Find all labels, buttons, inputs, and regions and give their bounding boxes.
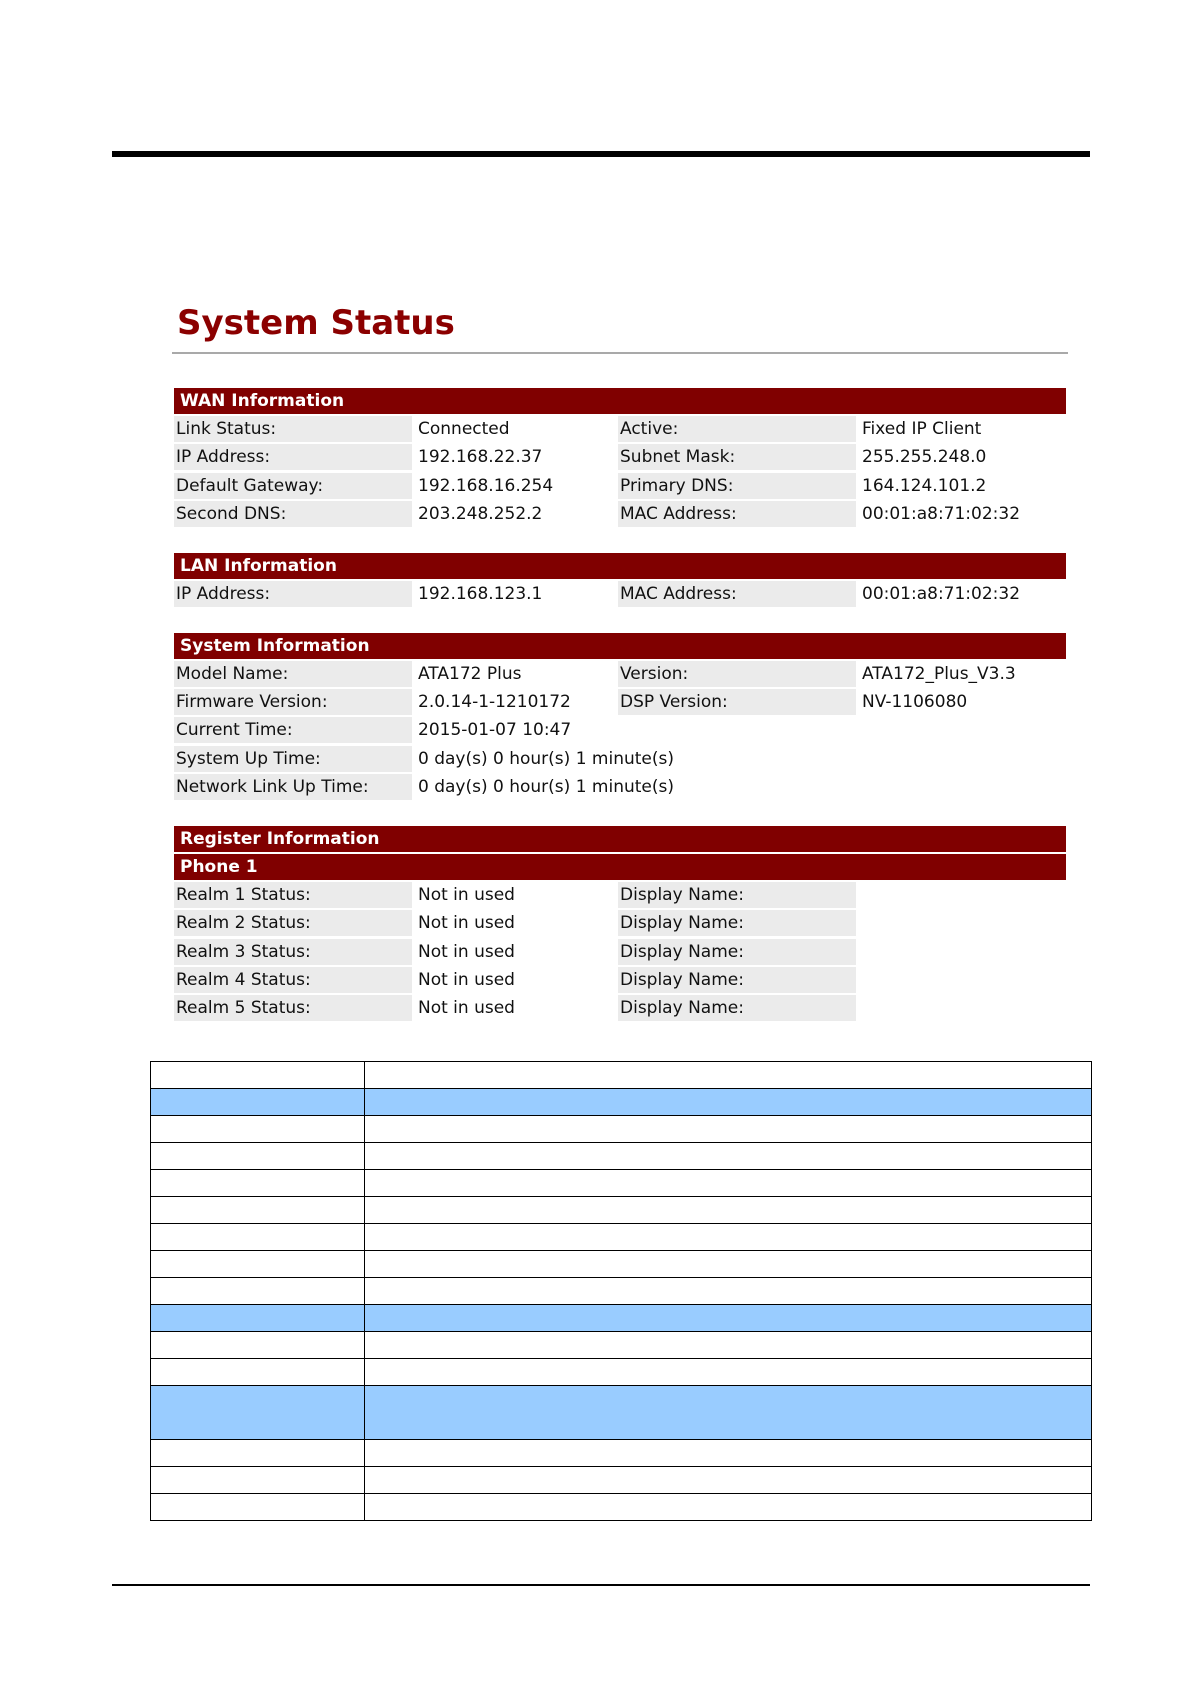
register-label: Realm 1 Status: <box>174 882 412 908</box>
register-row <box>174 967 1066 993</box>
register-label: Realm 2 Status: <box>174 910 412 936</box>
wan-value: 203.248.252.2 <box>418 503 543 524</box>
table-cell <box>151 1440 365 1467</box>
system-section-header: System Information <box>174 633 1066 659</box>
table-cell <box>365 1143 1092 1170</box>
wan-label: Subnet Mask: <box>618 444 856 470</box>
table-cell <box>365 1170 1092 1197</box>
register-label: Display Name: <box>618 967 856 993</box>
phone-1-header: Phone 1 <box>174 854 1066 880</box>
table-cell <box>365 1305 1092 1332</box>
register-label: Display Name: <box>618 882 856 908</box>
register-value: Not in used <box>418 913 515 934</box>
table-cell <box>365 1467 1092 1494</box>
table-cell <box>365 1251 1092 1278</box>
table-cell <box>151 1359 365 1386</box>
wan-label: MAC Address: <box>618 501 856 527</box>
wan-value: Connected <box>418 419 510 439</box>
lan-value: 192.168.123.1 <box>418 583 543 604</box>
register-label: Display Name: <box>618 939 856 965</box>
table-cell <box>365 1440 1092 1467</box>
wan-value: 255.255.248.0 <box>862 447 987 468</box>
system-value: ATA172 Plus <box>418 663 522 684</box>
system-label: Version: <box>618 661 856 687</box>
lan-value: 00:01:a8:71:02:32 <box>862 583 1021 604</box>
system-row <box>174 689 1066 715</box>
wan-label: Active: <box>618 416 856 442</box>
register-value: Not in used <box>418 969 515 990</box>
system-label: Current Time: <box>174 717 412 743</box>
register-label: Realm 3 Status: <box>174 939 412 965</box>
register-value <box>860 910 1066 936</box>
table-row <box>151 1278 1092 1305</box>
table-cell <box>365 1278 1092 1305</box>
system-row <box>174 661 1066 687</box>
table-cell <box>151 1305 365 1332</box>
system-row <box>174 717 1066 743</box>
table-row <box>151 1116 1092 1143</box>
system-label: Firmware Version: <box>174 689 412 715</box>
register-value <box>860 939 1066 965</box>
table-section-row <box>151 1089 1092 1116</box>
wan-label: Default Gateway: <box>174 473 412 499</box>
top-rule <box>112 151 1090 157</box>
system-row <box>174 746 1066 772</box>
table-cell <box>151 1143 365 1170</box>
table-cell <box>151 1170 365 1197</box>
system-value: 0 day(s) 0 hour(s) 1 minute(s) <box>418 748 674 769</box>
table-row <box>151 1494 1092 1521</box>
register-label: Realm 4 Status: <box>174 967 412 993</box>
table-cell <box>151 1224 365 1251</box>
wan-label: Second DNS: <box>174 501 412 527</box>
register-value: Not in used <box>418 885 515 906</box>
wan-label: Link Status: <box>174 416 412 442</box>
wan-value: 164.124.101.2 <box>862 475 987 496</box>
system-row <box>174 774 1066 800</box>
register-row <box>174 995 1066 1021</box>
wan-value: 192.168.16.254 <box>418 475 554 496</box>
register-value <box>860 995 1066 1021</box>
table-cell <box>151 1251 365 1278</box>
register-label: Realm 5 Status: <box>174 995 412 1021</box>
table-row <box>151 1062 1092 1089</box>
system-value: 2015-01-07 10:47 <box>418 720 572 741</box>
table-cell <box>365 1089 1092 1116</box>
wan-label: IP Address: <box>174 444 412 470</box>
page-title: System Status <box>177 303 455 343</box>
table-row <box>151 1224 1092 1251</box>
register-row <box>174 910 1066 936</box>
wan-value: Fixed IP Client <box>862 419 982 439</box>
system-label: Network Link Up Time: <box>174 774 412 800</box>
register-section-header: Register Information <box>174 826 1066 852</box>
wan-row <box>174 501 1066 527</box>
register-label: Display Name: <box>618 910 856 936</box>
wan-section <box>174 388 1066 527</box>
system-value: 0 day(s) 0 hour(s) 1 minute(s) <box>418 777 674 798</box>
system-label: DSP Version: <box>618 689 856 715</box>
lan-label: MAC Address: <box>618 581 856 607</box>
table-cell <box>365 1116 1092 1143</box>
table-cell <box>365 1359 1092 1386</box>
table-row <box>151 1332 1092 1359</box>
table-cell <box>151 1386 365 1440</box>
wan-row <box>174 473 1066 499</box>
lan-section <box>174 553 1066 607</box>
register-row <box>174 882 1066 908</box>
register-value: Not in used <box>418 998 515 1019</box>
table-cell <box>151 1197 365 1224</box>
table-cell <box>365 1332 1092 1359</box>
table-cell <box>151 1494 365 1521</box>
wan-row <box>174 444 1066 470</box>
table-row <box>151 1197 1092 1224</box>
wan-value: 192.168.22.37 <box>418 447 543 468</box>
table-row <box>151 1440 1092 1467</box>
table-cell <box>151 1278 365 1305</box>
system-label: System Up Time: <box>174 746 412 772</box>
table-section-row <box>151 1305 1092 1332</box>
table-cell <box>365 1386 1092 1440</box>
system-value: 2.0.14-1-1210172 <box>418 692 571 713</box>
register-row <box>174 939 1066 965</box>
table-cell <box>365 1197 1092 1224</box>
table-cell <box>151 1062 365 1089</box>
table-cell <box>151 1467 365 1494</box>
table-cell <box>151 1089 365 1116</box>
table-row <box>151 1467 1092 1494</box>
lan-section-header: LAN Information <box>174 553 1066 579</box>
register-label: Display Name: <box>618 995 856 1021</box>
lan-label: IP Address: <box>174 581 412 607</box>
system-section <box>174 633 1066 800</box>
register-value: Not in used <box>418 941 515 962</box>
parameter-table <box>150 1061 1092 1521</box>
system-status-panel <box>172 298 1068 1024</box>
table-row <box>151 1251 1092 1278</box>
wan-value: 00:01:a8:71:02:32 <box>862 503 1021 524</box>
table-cell <box>365 1062 1092 1089</box>
system-value: ATA172_Plus_V3.3 <box>862 663 1016 684</box>
table-cell <box>151 1332 365 1359</box>
register-section <box>174 826 1066 1021</box>
table-row <box>151 1143 1092 1170</box>
table-cell <box>365 1224 1092 1251</box>
system-label: Model Name: <box>174 661 412 687</box>
register-value <box>860 882 1066 908</box>
wan-section-header: WAN Information <box>174 388 1066 414</box>
wan-row <box>174 416 1066 442</box>
bottom-rule <box>112 1584 1090 1586</box>
lan-row <box>174 581 1066 607</box>
register-value <box>860 967 1066 993</box>
table-row <box>151 1170 1092 1197</box>
title-divider <box>172 352 1068 354</box>
table-row <box>151 1359 1092 1386</box>
table-section-row <box>151 1386 1092 1440</box>
table-cell <box>365 1494 1092 1521</box>
system-value: NV-1106080 <box>862 692 968 713</box>
wan-label: Primary DNS: <box>618 473 856 499</box>
table-cell <box>151 1116 365 1143</box>
